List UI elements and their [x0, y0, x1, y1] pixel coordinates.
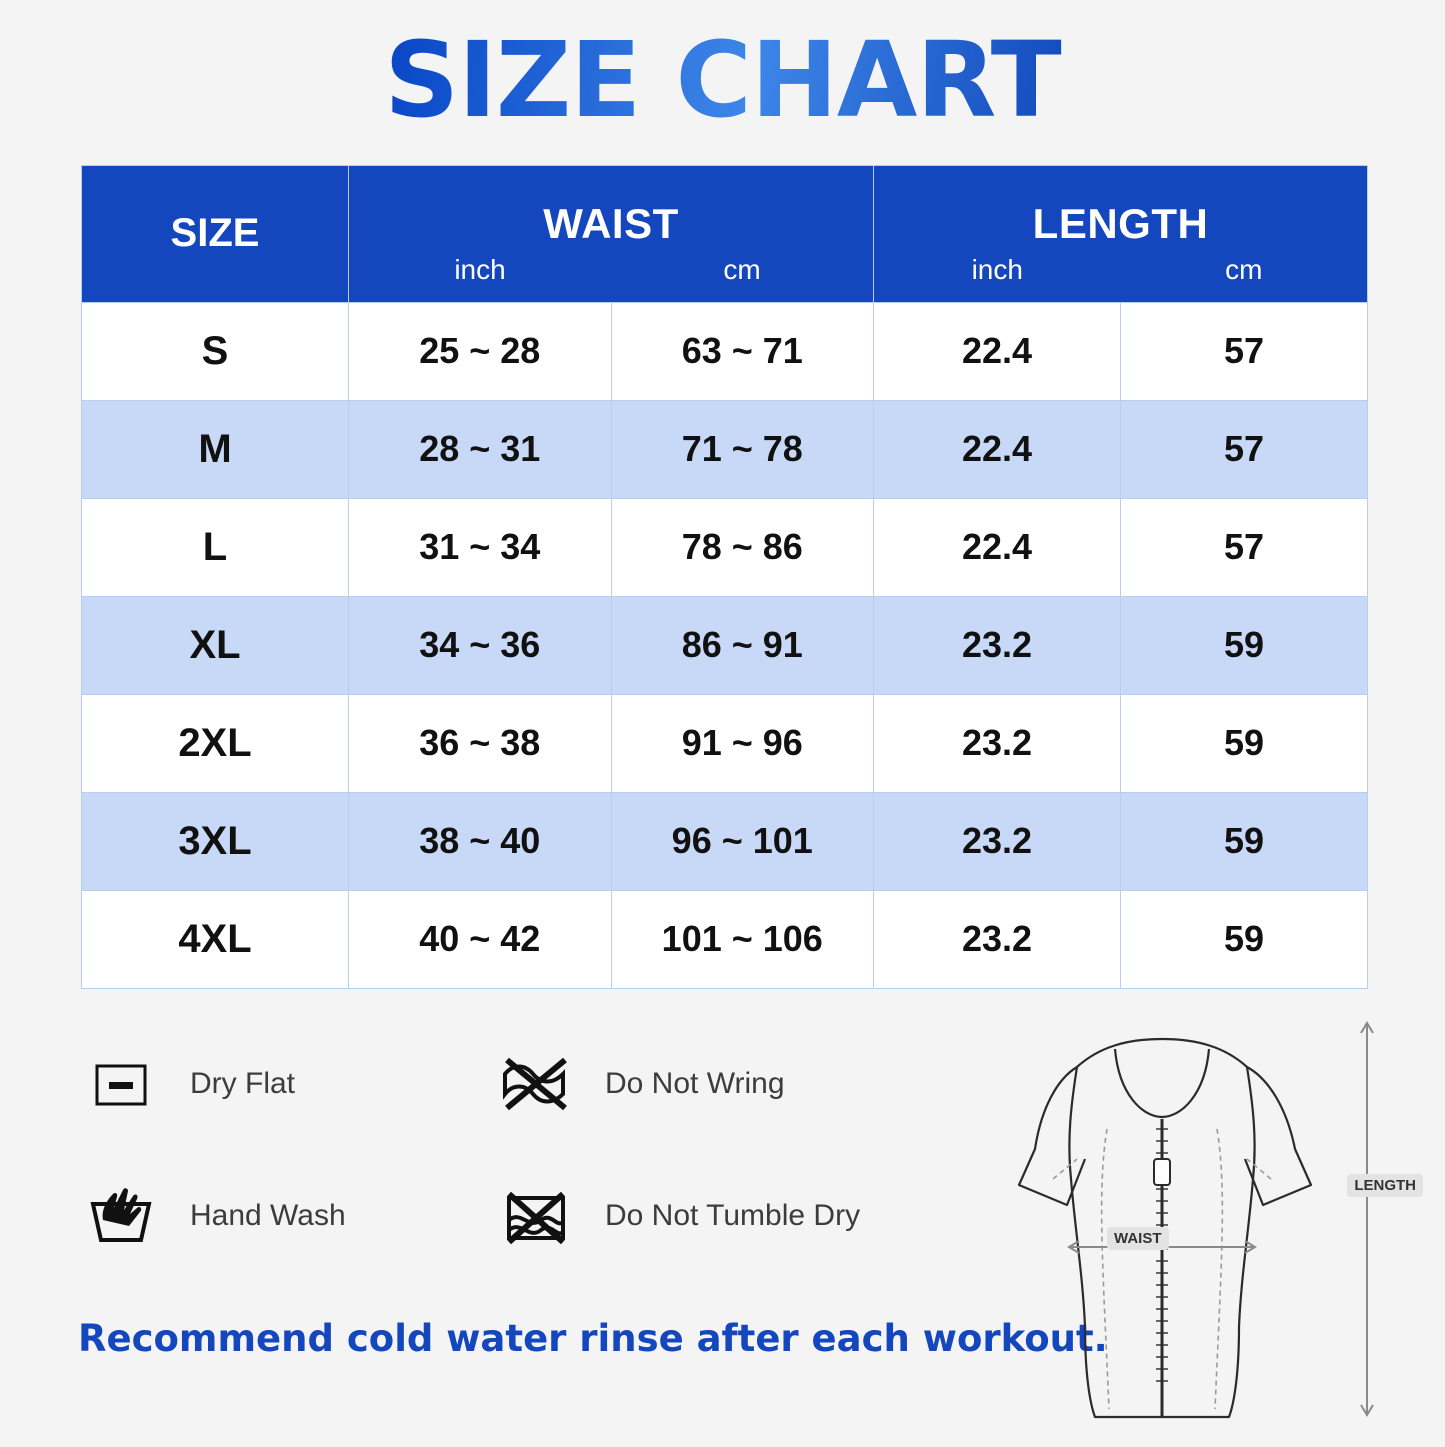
size-table-container [81, 165, 1364, 989]
column-header-length-units [874, 248, 1367, 286]
care-instructions [78, 1041, 908, 1305]
cell-waist-cm: 91 ~ 96 [611, 694, 874, 792]
care-row [78, 1173, 908, 1259]
cell-length-inch: 22.4 [874, 302, 1121, 400]
length-unit-cm: cm [1225, 253, 1263, 285]
do-not-wring-icon [493, 1041, 579, 1127]
garment-svg [957, 1009, 1427, 1429]
column-header-waist-label: WAIST [543, 199, 679, 247]
table-row [82, 694, 1368, 792]
table-row [82, 890, 1368, 988]
cell-waist-inch: 40 ~ 42 [349, 890, 612, 988]
column-header-length [874, 165, 1368, 302]
cell-length-inch: 22.4 [874, 498, 1121, 596]
cell-length-cm: 57 [1121, 302, 1368, 400]
cell-length-inch: 23.2 [874, 890, 1121, 988]
waist-unit-cm: cm [723, 253, 761, 285]
cell-length-cm: 59 [1121, 596, 1368, 694]
care-row [78, 1041, 908, 1127]
cell-waist-inch: 38 ~ 40 [349, 792, 612, 890]
table-row [82, 792, 1368, 890]
care-label-hand-wash: Hand Wash [190, 1198, 346, 1232]
table-header-row [82, 165, 1368, 302]
column-header-waist [349, 165, 874, 302]
do-not-tumble-dry-icon [493, 1173, 579, 1259]
waist-unit-inch: inch [454, 253, 506, 285]
cell-size: 2XL [82, 694, 349, 792]
cell-waist-inch: 31 ~ 34 [349, 498, 612, 596]
table-header [82, 165, 1368, 302]
cell-length-cm: 57 [1121, 498, 1368, 596]
cell-length-cm: 59 [1121, 792, 1368, 890]
cell-length-cm: 59 [1121, 890, 1368, 988]
dry-flat-icon [78, 1041, 164, 1127]
cell-length-inch: 23.2 [874, 596, 1121, 694]
table-row [82, 400, 1368, 498]
column-header-size: SIZE [82, 165, 349, 302]
column-header-waist-units [349, 248, 873, 286]
care-item-dry-flat [78, 1041, 493, 1127]
recommendation-text: Recommend cold water rinse after each workout. [78, 1316, 1108, 1360]
cell-size: XL [82, 596, 349, 694]
care-label-dry-flat: Dry Flat [190, 1066, 295, 1100]
cell-length-inch: 23.2 [874, 792, 1121, 890]
cell-waist-cm: 86 ~ 91 [611, 596, 874, 694]
waist-measure-tag: WAIST [1107, 1227, 1169, 1250]
garment-illustration [957, 1009, 1427, 1429]
cell-size: 4XL [82, 890, 349, 988]
cell-waist-inch: 25 ~ 28 [349, 302, 612, 400]
care-item-do-not-tumble-dry [493, 1173, 908, 1259]
size-table [81, 165, 1368, 989]
cell-size: S [82, 302, 349, 400]
cell-length-inch: 23.2 [874, 694, 1121, 792]
care-item-hand-wash [78, 1173, 493, 1259]
cell-waist-inch: 34 ~ 36 [349, 596, 612, 694]
cell-size: L [82, 498, 349, 596]
cell-length-cm: 57 [1121, 400, 1368, 498]
cell-waist-inch: 36 ~ 38 [349, 694, 612, 792]
care-item-do-not-wring [493, 1041, 908, 1127]
bottom-section [0, 1017, 1445, 1447]
column-header-length-label: LENGTH [1032, 199, 1209, 247]
page-title: SIZE CHART [0, 0, 1445, 143]
cell-size: 3XL [82, 792, 349, 890]
cell-length-inch: 22.4 [874, 400, 1121, 498]
table-row [82, 498, 1368, 596]
cell-length-cm: 59 [1121, 694, 1368, 792]
table-body [82, 302, 1368, 988]
cell-waist-cm: 78 ~ 86 [611, 498, 874, 596]
cell-size: M [82, 400, 349, 498]
table-row [82, 596, 1368, 694]
hand-wash-icon [78, 1173, 164, 1259]
length-measure-tag: LENGTH [1347, 1174, 1423, 1197]
cell-waist-cm: 71 ~ 78 [611, 400, 874, 498]
cell-waist-cm: 63 ~ 71 [611, 302, 874, 400]
length-unit-inch: inch [971, 253, 1023, 285]
care-label-do-not-tumble-dry: Do Not Tumble Dry [605, 1198, 861, 1232]
cell-waist-cm: 101 ~ 106 [611, 890, 874, 988]
cell-waist-cm: 96 ~ 101 [611, 792, 874, 890]
cell-waist-inch: 28 ~ 31 [349, 400, 612, 498]
table-row [82, 302, 1368, 400]
care-label-do-not-wring: Do Not Wring [605, 1066, 785, 1100]
